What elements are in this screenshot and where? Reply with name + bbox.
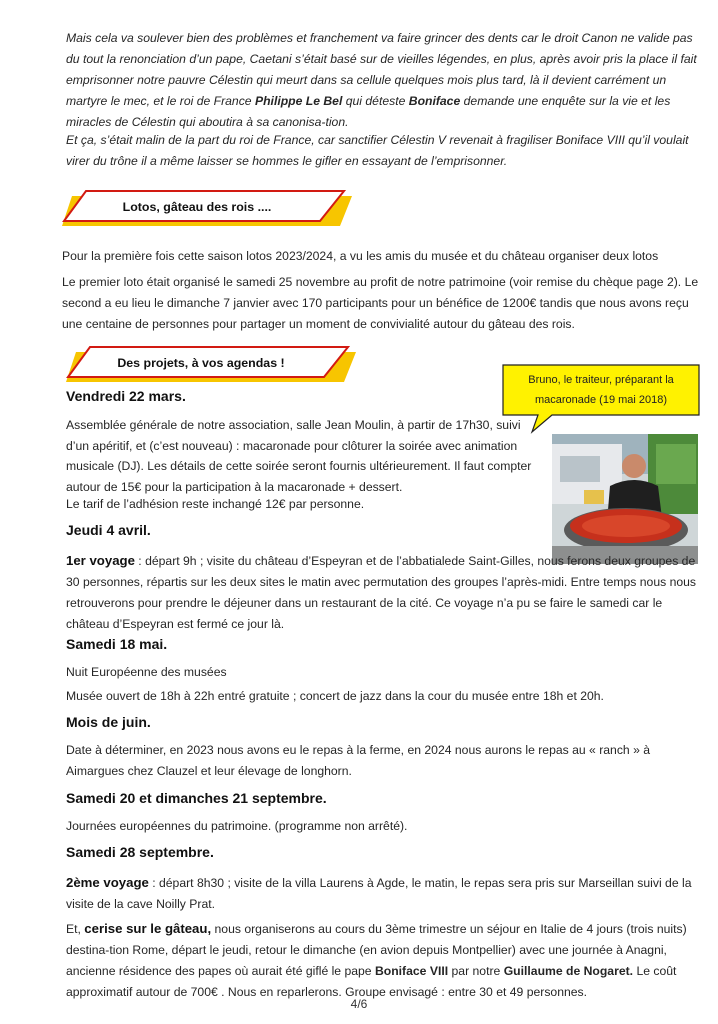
intro-text-c: demande une enquête sur la vie et les miracles de Célestin qui aboutira à sa canonisa-tion. (66, 94, 671, 129)
voyage2-text: : départ 8h30 ; visite de la villa Laurens à Agde, le matin, le repas sera pris sur Marseillan suivi de la visite de la cave Noilly Prat. (66, 876, 692, 911)
septembre-paragraph: Journées européennes du patrimoine. (programme non arrêté). (66, 819, 408, 833)
philippe-le-bel: Philippe Le Bel (254, 94, 343, 108)
photo-caption-callout (502, 364, 700, 416)
projets-banner (66, 346, 356, 382)
cerise-boniface: Boniface VIII (374, 964, 449, 978)
jeudi-title: Jeudi 4 avril. (66, 522, 151, 538)
lotos-banner-label: Lotos, gâteau des rois .... (122, 200, 272, 214)
samedi18-paragraph-1: Nuit Européenne des musées (66, 665, 227, 679)
lotos-banner (62, 190, 352, 226)
intro-text-b: qui déteste (342, 94, 409, 108)
samedi18-paragraph-2: Musée ouvert de 18h à 22h entré gratuite ; concert de jazz dans la cour du musée entre 18h et 20h. (66, 689, 604, 703)
cerise-text-3: Le coût approximatif autour de 700€ . Nous en reparlerons. Groupe envisagé : entre 30 et 49 personnes. (66, 964, 677, 999)
page-number: 4/6 (350, 997, 368, 1011)
cerise-text-1: nous organiserons au cours du 3ème trimestre un séjour en Italie de 4 jours (trois nuits) destina-tion Rome, départ le jeudi, retour le dimanche (en avion depuis Montpellier) avec une journée à Anagni, ancienne résidence des papes où aurait été giflé le pape (66, 922, 687, 978)
vendredi-title: Vendredi 22 mars. (66, 388, 186, 404)
callout-text: Bruno, le traiteur, préparant la macaronade (19 mai 2018) (528, 374, 674, 406)
vendredi-paragraph-1: Assemblée générale de notre association, salle Jean Moulin, à partir de 17h30, suivi d’un apéritif, et (c’est nouveau) : macaronade pour clôturer la soirée avec animation musicale (DJ). Les détails de cette soirée seront fournis ultérieurement. Il faut compter autour de 15€ pour la participation à la macaronade + dessert. (66, 418, 532, 494)
intro-text-a: Mais cela va soulever bien des problèmes et franchement va faire grincer des dents car le droit Canon ne valide pas du tout la renonciation d’un pape, Caetani s’était basé sur de vieilles légendes, en plus, après avoir pris la place il fait emprisonner notre pauvre Célestin qui meurt dans sa cellule quelques mois plus tard, là il devient carrément un martyre le mec, et le roi de France (66, 31, 697, 108)
voyage1-paragraph (66, 550, 702, 635)
vendredi-paragraph-2: Le tarif de l’adhésion reste inchangé 12€ par personne. (66, 497, 365, 511)
voyage2-label: 2ème voyage (66, 875, 149, 890)
traiteur-photo (552, 434, 698, 564)
samedi28-title: Samedi 28 septembre. (66, 844, 214, 860)
cerise-paragraph (66, 918, 702, 1003)
voyage2-paragraph (66, 872, 702, 915)
cerise-nogaret: Guillaume de Nogaret. (503, 964, 634, 978)
lotos-paragraph-1: Pour la première fois cette saison lotos 2023/2024, a vu les amis du musée et du château organiser deux lotos (62, 249, 659, 263)
voyage1-label: 1er voyage (66, 553, 135, 568)
lotos-paragraph-2: Le premier loto était organisé le samedi 25 novembre au profit de notre patrimoine (voir remise du chèque page 2). Le second a eu lieu le dimanche 7 janvier avec 170 participants pour un bénéfice de 1200€ tandis que nous avons reçu une centaine de personnes pour partager un moment de convivialité autour du gâteau des rois. (62, 275, 699, 331)
cerise-label: cerise sur le gâteau, (84, 921, 212, 936)
cerise-text-2: par notre (448, 964, 504, 978)
septembre-title: Samedi 20 et dimanches 21 septembre. (66, 790, 327, 806)
boniface-name: Boniface (408, 94, 461, 108)
juin-title: Mois de juin. (66, 714, 151, 730)
samedi18-title: Samedi 18 mai. (66, 636, 168, 652)
projets-banner-label: Des projets, à vos agendas ! (117, 356, 285, 370)
juin-paragraph: Date à déterminer, en 2023 nous avons eu le repas à la ferme, en 2024 nous aurons le repas au « ranch » à Aimargues chez Clauzel et leur élevage de longhorn. (66, 743, 651, 778)
voyage1-text: : départ 9h ; visite du château d’Espeyran et de l’abbatialede Saint-Gilles, nous ferons deux groupes de 30 personnes, répartis sur les deux sites le matin avec permutation des groupes l’après-midi. Entre temps nous nous retrouverons pour prendre le déjeuner dans un restaurant de la cité. Ce voyage n’a pu se faire le samedi car le château d’Espeyran est fermé ce jour là. (66, 554, 697, 631)
cerise-pre: Et, (66, 922, 85, 936)
intro-paragraph-1 (66, 28, 700, 133)
intro-paragraph-2: Et ça, s’était malin de la part du roi de France, car sanctifier Célestin V revenait à fragiliser Boniface VIII qu’il voulait virer du trône il a même laisser se hommes le gifler en essayant de l’emprisonner. (66, 133, 689, 168)
